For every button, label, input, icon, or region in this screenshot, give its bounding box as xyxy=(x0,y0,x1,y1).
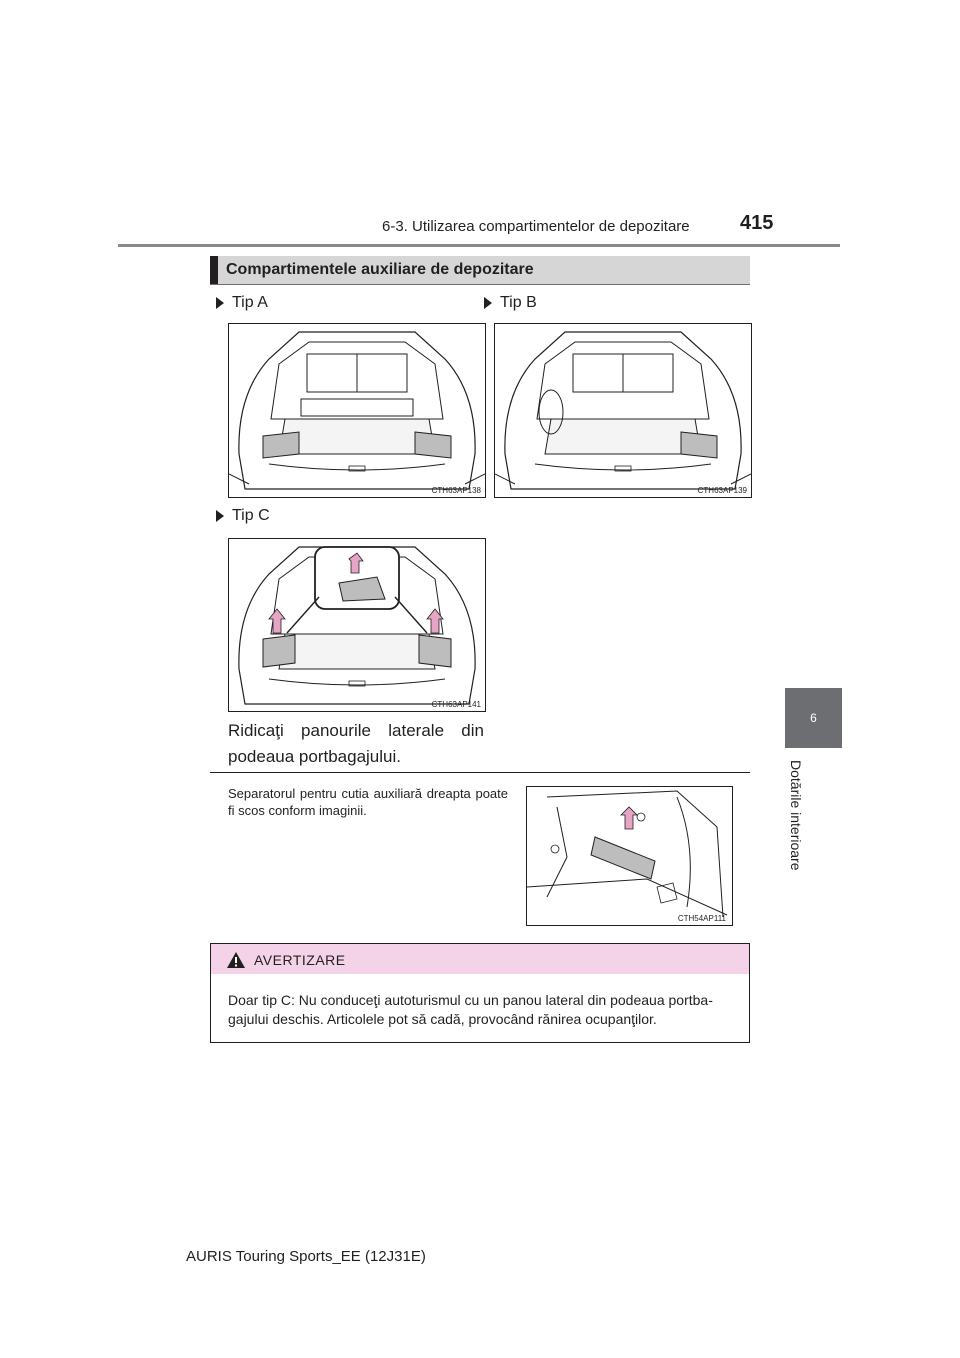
chapter-tab-number: 6 xyxy=(810,711,817,725)
trunk-type-a-illustration xyxy=(229,324,485,497)
chapter-tab[interactable] xyxy=(785,688,842,748)
label-type-b: Tip B xyxy=(484,294,537,312)
divider-removal-illustration xyxy=(527,787,732,925)
figure-code-type-c: CTH63AP141 xyxy=(431,700,481,709)
trunk-type-c-illustration xyxy=(229,539,485,711)
section-title: Compartimentele auxiliare de depozitare xyxy=(226,261,534,278)
figure-code-divider: CTH54AP111 xyxy=(677,914,726,923)
note-text: Separatorul pentru cutia auxiliară dreapta poate fi scos conform imaginii. xyxy=(228,786,508,818)
page-number: 415 xyxy=(740,212,774,234)
label-type-a: Tip A xyxy=(216,294,268,312)
bullet-triangle-icon xyxy=(484,297,492,309)
figure-code-type-a: CTH63AP138 xyxy=(431,486,481,495)
footer-model: AURIS Touring Sports_EE (12J31E) xyxy=(186,1248,426,1265)
content-divider xyxy=(210,772,750,773)
label-type-c: Tip C xyxy=(216,507,270,525)
warning-triangle-icon xyxy=(226,951,246,969)
warning-title: AVERTIZARE xyxy=(254,952,346,968)
figure-type-a xyxy=(228,323,486,498)
warning-text: Doar tip C: Nu conduceţi autoturismul cu un panou lateral din podeaua portba-gajului deschis. Articolele pot să cadă, provocând rănirea ocupanţilor. xyxy=(228,992,713,1027)
chapter-tab-label: Dotările interioare xyxy=(788,760,804,871)
figure-code-type-b: CTH63AP139 xyxy=(697,486,747,495)
bullet-triangle-icon xyxy=(216,297,224,309)
figure-type-c xyxy=(228,538,486,712)
section-heading-marker xyxy=(210,256,218,284)
trunk-type-b-illustration xyxy=(495,324,751,497)
instruction-text: Ridicaţi panourile laterale din podeaua portbagajului. xyxy=(228,721,484,766)
header-rule xyxy=(118,244,840,247)
figure-type-b xyxy=(494,323,752,498)
section-rule xyxy=(210,284,750,285)
bullet-triangle-icon xyxy=(216,510,224,522)
chapter-header-title: 6-3. Utilizarea compartimentelor de depozitare xyxy=(382,218,690,235)
figure-divider-removal xyxy=(526,786,733,926)
